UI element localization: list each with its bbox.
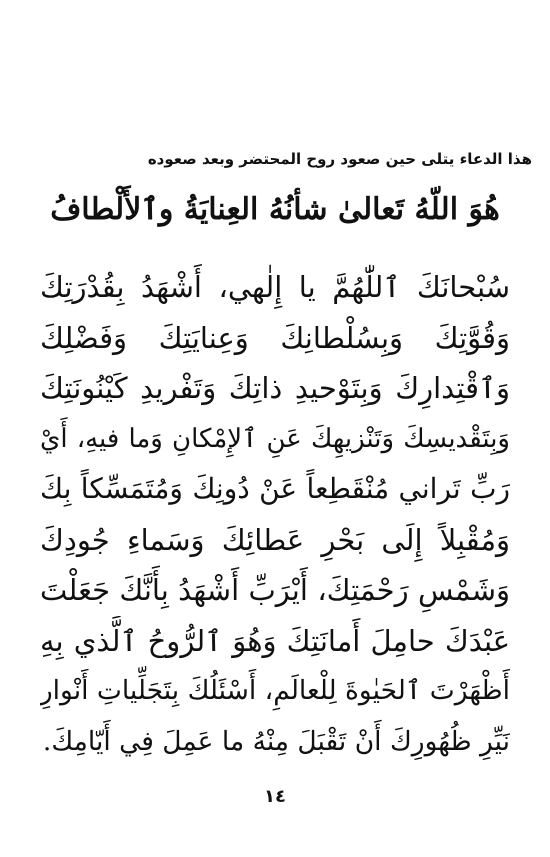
prayer-heading: هُوَ اللّهُ تَعالىٰ شأنُهُ العِنايَةُ وٱلأَلْطافُ <box>50 192 500 227</box>
prayer-line: عَبْدَكَ حامِلَ أَمانَتِكَ وَهُوَ ٱلرُّوحُ ٱلَّذي بِهِ <box>40 623 510 658</box>
prayer-line: وَشَمْسِ رَحْمَتِكَ، أَيْرَبِّ أَشْهَدُ بِأَنَّكَ جَعَلْتَ <box>40 573 510 607</box>
intro-note: هذا الدعاء يتلى حين صعود روح المحتضر وبعد صعوده <box>147 150 532 168</box>
prayer-line: وَبِتَقْديسِكَ وَتَنْزيهِكَ عَنِ ٱلإِمْكانِ وَما فيهِ، أَيْ <box>40 423 510 454</box>
page-number: ١٤ <box>264 786 286 807</box>
prayer-line: وَٱقْتِدارِكَ وَبِتَوْحيدِ ذاتِكَ وَتَفْريدِ كَيْنُونَتِكَ <box>40 371 510 405</box>
prayer-line: رَبِّ تَراني مُنْقَطِعاً عَنْ دُونِكَ وَمُتَمَسِّكاً بِكَ <box>40 472 510 505</box>
prayer-line: سُبْحانَكَ ٱللّٰهُمَّ يا إِلٰهي، أَشْهَدُ بِقُدْرَتِكَ <box>40 270 510 304</box>
prayer-line: أَظْهَرْتَ ٱلحَيٰوةَ لِلْعالَمِ، أَسْئَلُكَ بِتَجَلِّياتِ أَنْوارِ <box>40 675 510 706</box>
prayer-line: نَيِّرِ ظُهُورِكَ أَنْ تَقْبَلَ مِنْهُ ما عَمِلَ فِي أَيّامِكَ. <box>42 725 510 757</box>
prayer-line: وَمُقْبِلاً إِلَى بَحْرِ عَطائِكَ وَسَماءِ جُودِكَ <box>40 522 510 557</box>
prayer-line: وَقُوَّتِكَ وَبِسُلْطانِكَ وَعِنايَتِكَ وَفَضْلِكَ <box>40 320 510 355</box>
prayer-body <box>40 262 510 767</box>
